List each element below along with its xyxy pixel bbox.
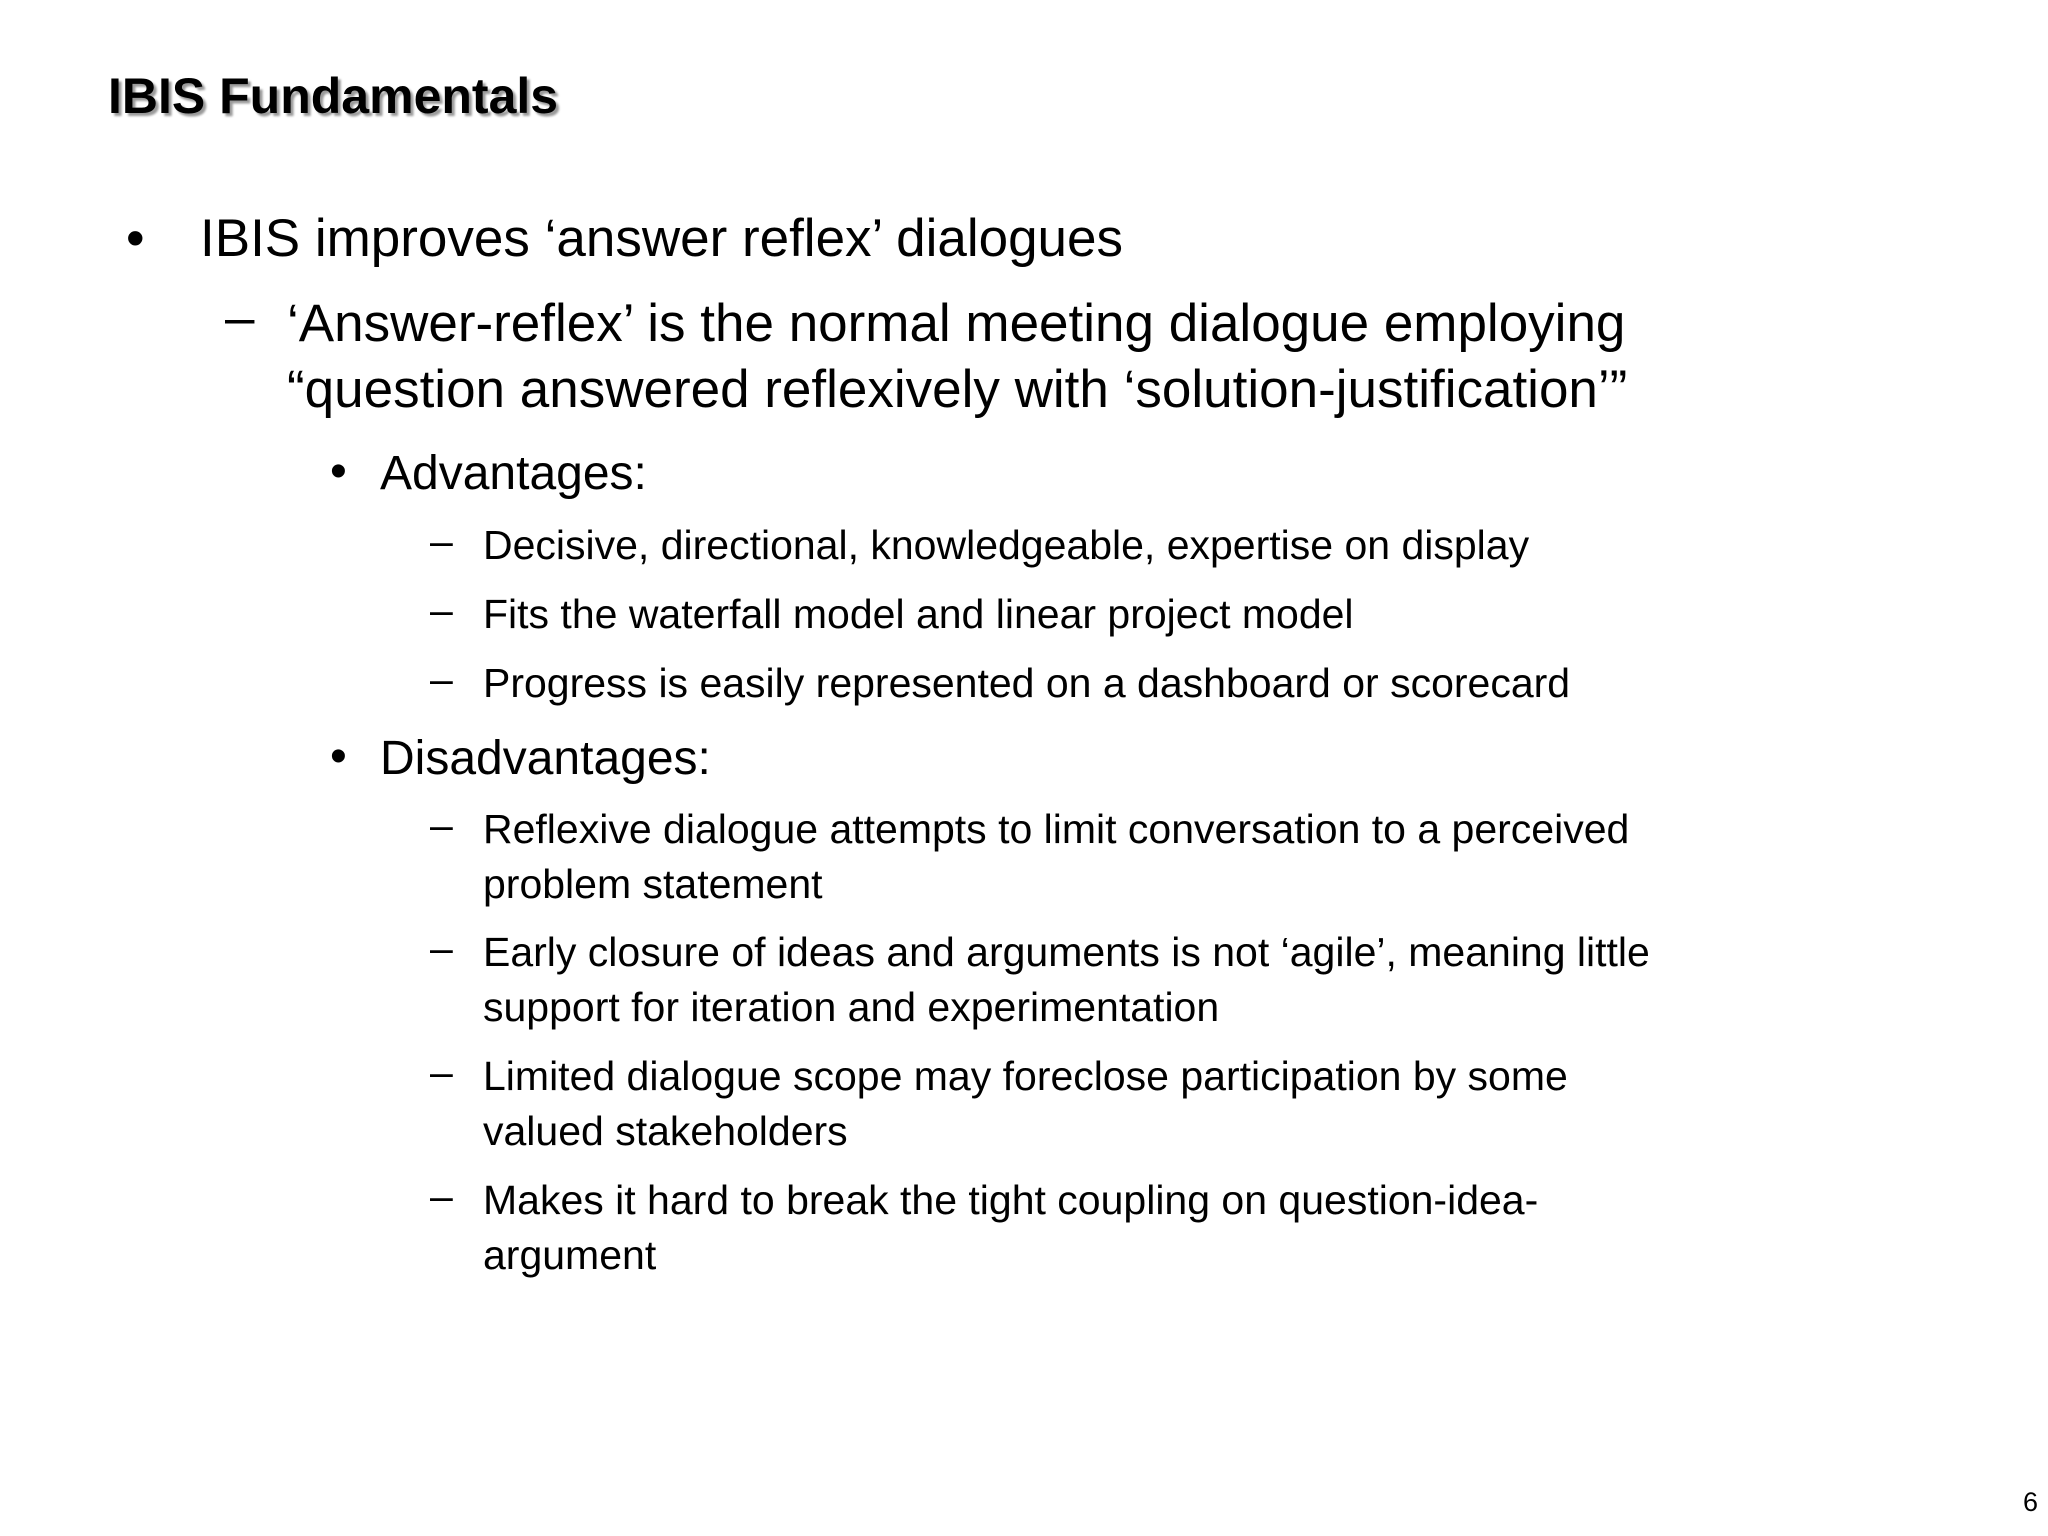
dash-marker: – [430,1049,453,1095]
dash-marker: – [430,587,453,633]
bullet-marker: • [126,209,145,268]
dash-marker: – [430,802,453,848]
disadvantage-item [430,802,1630,912]
disadvantage-item [430,925,1650,1035]
bullet-marker: • [330,730,347,783]
disadvantage-line-2: valued stakeholders [483,1108,848,1154]
advantage-text: Decisive, directional, knowledgeable, expertise on display [483,522,1530,568]
advantage-text: Progress is easily represented on a dashboard or scorecard [483,660,1571,706]
subbullet-answer-reflex [225,288,1628,423]
bullet-text: IBIS improves ‘answer reflex’ dialogues [200,209,1123,268]
advantage-text: Fits the waterfall model and linear project model [483,591,1354,637]
dash-marker: – [430,925,453,971]
disadvantage-line-1: Early closure of ideas and arguments is not ‘agile’, meaning little [483,929,1650,975]
heading-advantages-text: Advantages: [380,447,647,500]
dash-marker: – [430,1173,453,1219]
disadvantage-line-1: Reflexive dialogue attempts to limit conversation to a perceived [483,806,1630,852]
subbullet-line-2: “question answered reflexively with ‘solution-justification’” [287,360,1628,419]
disadvantage-line-2: problem statement [483,861,823,907]
dash-marker: – [225,288,255,347]
bullet-marker: • [330,445,347,498]
advantage-item [430,587,1354,642]
subbullet-line-1: ‘Answer-reflex’ is the normal meeting dialogue employing [287,294,1626,353]
disadvantage-item [430,1173,1539,1283]
heading-disadvantages-text: Disadvantages: [380,732,711,785]
disadvantage-line-2: argument [483,1232,657,1278]
dash-marker: – [430,656,453,702]
dash-marker: – [430,518,453,564]
disadvantage-line-1: Limited dialogue scope may foreclose participation by some [483,1053,1568,1099]
page-number: 6 [2022,1487,2038,1517]
bullet-main [126,207,1123,271]
disadvantage-line-1: Makes it hard to break the tight coupling on question-idea- [483,1177,1539,1223]
heading-advantages [330,445,647,503]
advantage-item [430,656,1571,711]
advantage-item [430,518,1530,573]
slide-title: IBIS Fundamentals [108,68,559,124]
heading-disadvantages [330,730,711,788]
disadvantage-line-2: support for iteration and experimentation [483,984,1220,1030]
disadvantage-item [430,1049,1568,1159]
